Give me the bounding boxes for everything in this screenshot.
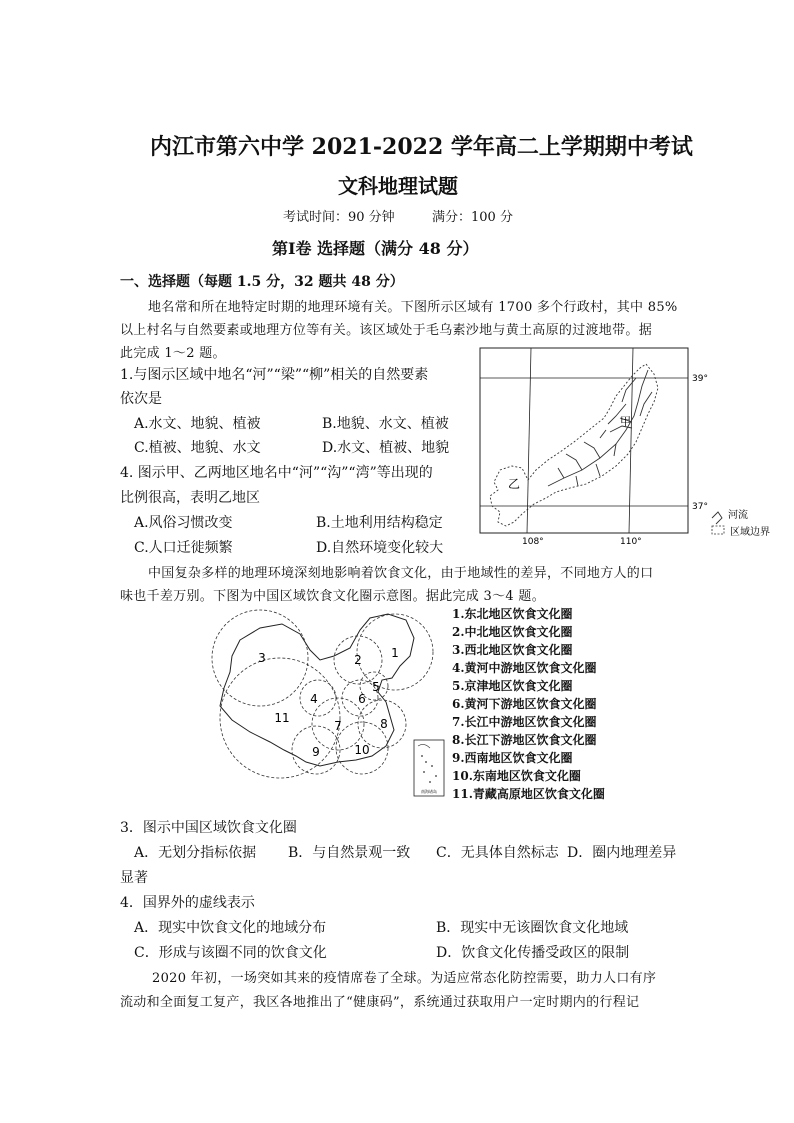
legend-item-11: 11.青藏高原地区饮食文化圈 [452,787,605,801]
circle-label-1: 1 [391,646,399,660]
q2-option-c[interactable]: C.人口迁徙频繁 [134,540,233,556]
legend-boundary-label: 区域边界 [730,527,770,538]
circle-label-10: 10 [354,743,370,757]
q3-stem: 3．图示中国区域饮食文化圈 [120,820,297,836]
circle-label-2: 2 [354,653,362,667]
q3-option-a[interactable]: A．无划分指标依据 [134,845,257,861]
q4-option-c[interactable]: C．形成与该圈不同的饮食文化 [134,945,327,961]
intro-line-1: 地名常和所在地特定时期的地理环境有关。下图所示区域有 1700 多个行政村，其中 85% [148,300,678,315]
inset-label: 南海诸岛 [421,789,437,794]
q1-option-d[interactable]: D.水文、植被、地貌 [322,440,450,456]
lat-label-39: 39° [692,374,708,384]
q4-option-a[interactable]: A．现实中饮食文化的地域分布 [134,920,327,936]
lon-label-110: 110° [620,537,642,547]
lat-label-37: 37° [692,502,708,512]
legend-item-9: 9.西南地区饮食文化圈 [452,751,573,765]
legend-item-6: 6.黄河下游地区饮食文化圈 [452,697,597,711]
legend-item-5: 5.京津地区饮食文化圈 [452,679,573,693]
q1-option-a[interactable]: A.水文、地貌、植被 [134,416,261,432]
q4-option-d[interactable]: D．饮食文化传播受政区的限制 [436,945,630,961]
legend-item-1: 1.东北地区饮食文化圈 [452,607,573,621]
q2-stem-line-2: 比例很高，表明乙地区 [120,490,260,506]
label-jia: 甲 [620,415,631,428]
inset-frame [414,740,444,796]
legend-item-8: 8.长江下游地区饮食文化圈 [452,733,597,747]
circle-label-7: 7 [334,719,342,733]
intro-line-2: 以上村名与自然要素或地理方位等有关。该区域处于毛乌素沙地与黄土高原的过渡地带。据 [120,323,653,338]
label-yi: 乙 [508,477,521,491]
circle-label-11: 11 [274,711,290,725]
exam-title: 内江市第六中学 2021-2022 学年高二上学期期中考试 [150,134,693,160]
q1-stem-line-1: 1.与图示区域中地名“河”“梁”“柳”相关的自然要素 [120,367,429,383]
q2-stem-line-1: 4. 图示甲、乙两地区地名中“河”“沟”“湾”等出现的 [120,465,433,481]
passage2-line-1: 中国复杂多样的地理环境深刻地影响着饮食文化，由于地域性的差异，不同地方人的口 [148,566,654,581]
q3-option-c[interactable]: C．无具体自然标志 [436,845,559,861]
section-heading: 一、选择题（每题 1.5 分，32 题共 48 分） [120,274,404,290]
volume-heading: 第Ⅰ卷 选择题（满分 48 分） [272,239,479,258]
intro-line-3: 此完成 1～2 题。 [120,346,226,361]
q1-option-b[interactable]: B.地貌、水文、植被 [322,416,449,432]
exam-score: 满分：100 分 [432,210,513,225]
lon-line-left [527,348,531,533]
q3-option-b[interactable]: B．与自然景观一致 [288,845,411,861]
circle-label-3: 3 [258,651,266,665]
q4-stem: 4．国界外的虚线表示 [120,895,255,911]
q3-option-d[interactable]: D．圈内地理差异 [567,845,677,861]
q2-option-b[interactable]: B.土地利用结构稳定 [316,515,443,531]
legend-item-3: 3.西北地区饮食文化圈 [452,643,573,657]
lon-label-108: 108° [522,537,544,547]
legend-item-10: 10.东南地区饮食文化圈 [452,769,581,783]
inset-coast [418,744,430,748]
legend-item-4: 4.黄河中游地区饮食文化圈 [452,661,597,675]
river-network [548,370,652,486]
q3-option-d-wrap: 显著 [120,870,148,886]
legend-item-2: 2.中北地区饮食文化圈 [452,625,573,639]
legend-river-symbol [712,512,722,524]
q1-stem-line-2: 依次是 [120,391,162,407]
q4-option-b[interactable]: B．现实中无该圈饮食文化地域 [436,920,629,936]
exam-subtitle: 文科地理试题 [338,174,458,198]
circle-label-5: 5 [372,680,380,694]
q2-option-a[interactable]: A.风俗习惯改变 [134,515,233,531]
passage3-line-2: 流动和全面复工复产，我区各地推出了“健康码”，系统通过获取用户一定时期内的行程记 [120,995,640,1010]
passage2-line-2: 味也千差万别。下图为中国区域饮食文化圈示意图。据此完成 3～4 题。 [120,589,546,604]
region-map [476,346,794,550]
circle-label-9: 9 [312,745,320,759]
food-culture-map [210,600,450,805]
passage3-line-1: 2020 年初，一场突如其来的疫情席卷了全球。为适应常态化防控需要，助力人口有序 [152,971,657,986]
inset-islands [421,755,437,783]
circle-label-6: 6 [358,692,366,706]
circle-label-8: 8 [380,717,388,731]
legend-river-label: 河流 [728,510,748,521]
exam-time: 考试时间：90 分钟 [283,210,395,225]
legend-boundary-symbol [712,526,724,534]
circle-label-4: 4 [310,692,318,706]
q2-option-d[interactable]: D.自然环境变化较大 [316,540,444,556]
china-outline [220,614,414,766]
region-boundary [490,364,658,526]
legend-item-7: 7.长江中游地区饮食文化圈 [452,715,597,729]
map-frame [480,348,688,533]
q1-option-c[interactable]: C.植被、地貌、水文 [134,440,261,456]
